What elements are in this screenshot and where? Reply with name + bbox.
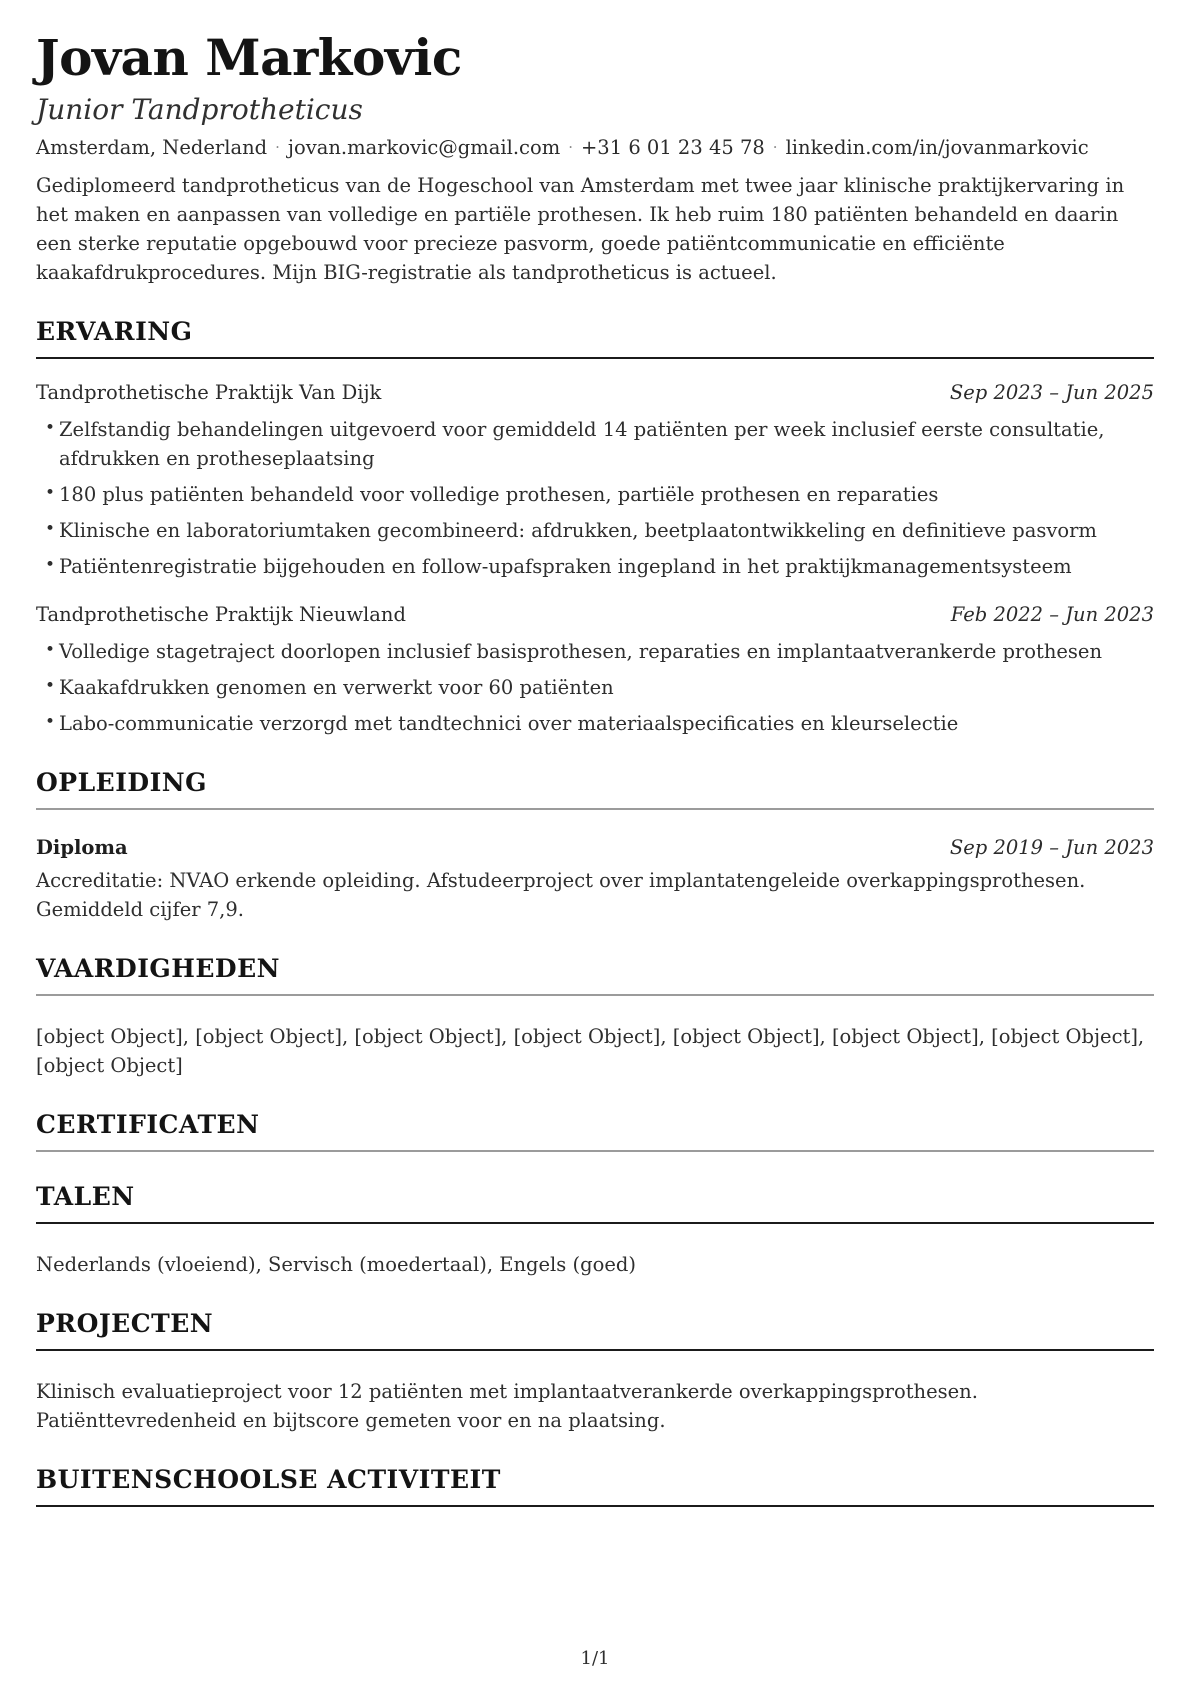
section-heading-vaardigheden: VAARDIGHEDEN xyxy=(36,954,281,983)
job-bullet-list xyxy=(36,637,1154,738)
section-heading-ervaring: ERVARING xyxy=(36,317,193,346)
contact-separator: · xyxy=(275,138,280,156)
contact-location: Amsterdam, Nederland xyxy=(36,136,268,159)
section-divider xyxy=(36,1349,1154,1351)
degree-name: Diploma xyxy=(36,836,128,859)
section-opleiding xyxy=(36,768,1154,924)
job-dates: Feb 2022 – Jun 2023 xyxy=(950,603,1154,626)
education-header-row xyxy=(36,834,1154,862)
job-bullet-list xyxy=(36,415,1154,581)
section-heading-certificaten: CERTIFICATEN xyxy=(36,1110,260,1139)
job-bullet: • Klinische en laboratoriumtaken gecombineerd: afdrukken, beetplaatontwikkeling en definitieve pasvorm xyxy=(36,516,1154,545)
section-heading-talen: TALEN xyxy=(36,1182,135,1211)
job-title: Junior Tandprotheticus xyxy=(36,93,363,126)
person-name: Jovan Markovic xyxy=(36,28,462,87)
resume-header xyxy=(36,30,1154,287)
company-name: Tandprothetische Praktijk Van Dijk xyxy=(36,381,382,404)
job-bullet: • Volledige stagetraject doorlopen inclusief basisprothesen, reparaties en implantaatverankerde prothesen xyxy=(36,637,1154,666)
education-description: Accreditatie: NVAO erkende opleiding. Afstudeerproject over implantatengeleide overkappingsprothesen. Gemiddeld cijfer 7,9. xyxy=(36,869,1086,921)
section-talen xyxy=(36,1182,1154,1279)
contact-phone: +31 6 01 23 45 78 xyxy=(580,136,765,159)
contact-line xyxy=(36,136,1154,159)
contact-separator: · xyxy=(568,138,573,156)
company-name: Tandprothetische Praktijk Nieuwland xyxy=(36,603,406,626)
page-footer xyxy=(0,1648,1190,1669)
section-certificaten xyxy=(36,1110,1154,1152)
job-entry-nieuwland xyxy=(36,601,1154,738)
contact-separator: · xyxy=(772,138,778,156)
job-bullet: • Labo-communicatie verzorgd met tandtechnici over materiaalspecificaties en kleurselectie xyxy=(36,709,1154,738)
section-buitenschoolse-activiteit xyxy=(36,1465,1154,1507)
section-ervaring xyxy=(36,317,1154,738)
languages-text: Nederlands (vloeiend), Servisch (moedertaal), Engels (goed) xyxy=(36,1253,636,1276)
section-divider xyxy=(36,808,1154,810)
section-heading-buitenschoolse-activiteit: BUITENSCHOOLSE ACTIVITEIT xyxy=(36,1465,501,1494)
section-heading-projecten: PROJECTEN xyxy=(36,1309,214,1338)
summary-paragraph: Gediplomeerd tandprotheticus van de Hogeschool van Amsterdam met twee jaar klinische praktijkervaring in het maken en aanpassen van volledige en partiële prothesen. Ik heb ruim 180 patiënten behandeld en daarin een sterke reputatie opgebouwd voor precieze pasvorm, goede patiëntcommunicatie en efficiënte kaakafdrukprocedures. Mijn BIG-registratie als tandprotheticus is actueel. xyxy=(36,174,1125,284)
job-bullet: • Patiëntenregistratie bijgehouden en follow-upafspraken ingepland in het praktijkmanagementsysteem xyxy=(36,552,1154,581)
section-divider xyxy=(36,994,1154,996)
projects-text: Klinisch evaluatieproject voor 12 patiënten met implantaatverankerde overkappingsprothesen. Patiënttevredenheid en bijtscore gemeten voor en na plaatsing. xyxy=(36,1380,978,1432)
section-divider xyxy=(36,1150,1154,1152)
education-dates: Sep 2019 – Jun 2023 xyxy=(949,836,1154,859)
section-divider xyxy=(36,1505,1154,1507)
section-heading-opleiding: OPLEIDING xyxy=(36,768,207,797)
job-entry-van-dijk xyxy=(36,379,1154,581)
page-number: 1/1 xyxy=(580,1648,610,1669)
contact-email: jovan.markovic@gmail.com xyxy=(287,136,561,159)
section-projecten xyxy=(36,1309,1154,1435)
section-vaardigheden xyxy=(36,954,1154,1080)
job-header-row xyxy=(36,379,1154,407)
job-dates: Sep 2023 – Jun 2025 xyxy=(949,381,1154,404)
job-bullet: • Zelfstandig behandelingen uitgevoerd voor gemiddeld 14 patiënten per week inclusief eerste consultatie, afdrukken en protheseplaatsing xyxy=(36,415,1154,473)
section-divider xyxy=(36,1222,1154,1224)
contact-linkedin: linkedin.com/in/jovanmarkovic xyxy=(785,136,1089,159)
skills-text: [object Object], [object Object], [object Object], [object Object], [object Object], [object Object], [object Object], [object Object] xyxy=(36,1025,1145,1077)
job-bullet: • Kaakafdrukken genomen en verwerkt voor 60 patiënten xyxy=(36,673,1154,702)
section-divider xyxy=(36,357,1154,359)
job-bullet: • 180 plus patiënten behandeld voor volledige prothesen, partiële prothesen en reparaties xyxy=(36,480,1154,509)
job-header-row xyxy=(36,601,1154,629)
